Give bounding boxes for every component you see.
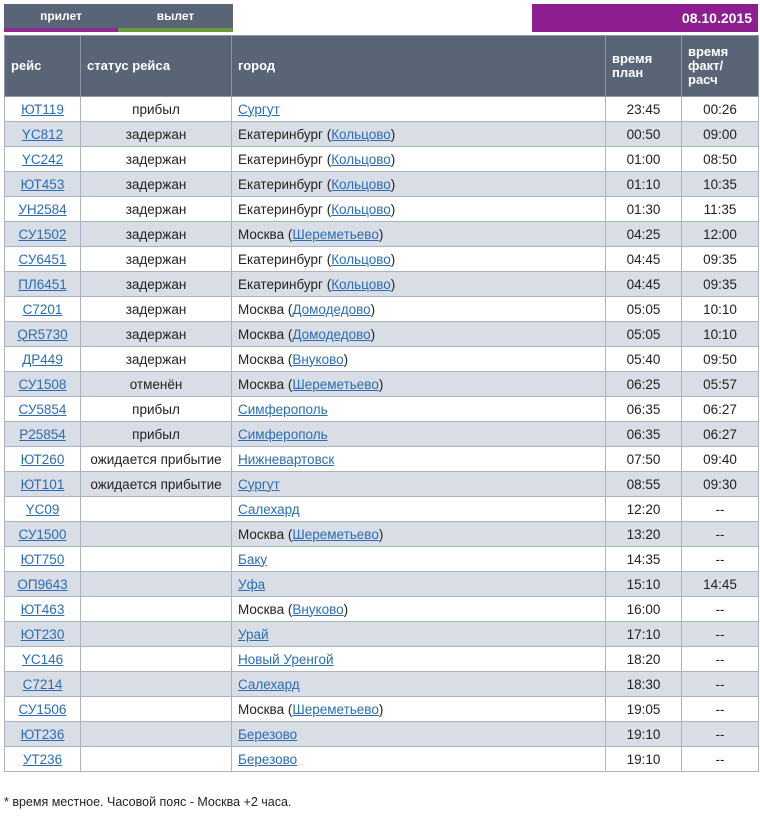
city-name: Москва: [238, 376, 285, 392]
table-row: [5, 622, 759, 647]
planned-time-cell: 05:05: [606, 322, 682, 347]
flight-cell: [5, 547, 81, 572]
actual-time-cell: 10:35: [682, 172, 759, 197]
table-header-row: [5, 36, 759, 97]
city-link[interactable]: Березово: [238, 751, 298, 767]
city-cell: [232, 397, 606, 422]
flight-number-link[interactable]: YC146: [21, 651, 64, 667]
status-cell: [81, 597, 232, 622]
status-cell: отменён: [81, 372, 232, 397]
flight-cell: [5, 222, 81, 247]
planned-time-cell: 06:35: [606, 422, 682, 447]
table-row: [5, 347, 759, 372]
flight-number-link[interactable]: СУ1506: [18, 701, 67, 717]
flight-cell: [5, 397, 81, 422]
table-row: [5, 297, 759, 322]
flight-cell: [5, 447, 81, 472]
flight-number-link[interactable]: Р25854: [19, 426, 66, 442]
city-link[interactable]: Салехард: [238, 501, 300, 517]
city-name: Екатеринбург: [238, 251, 323, 267]
flight-cell: [5, 197, 81, 222]
table-row: [5, 122, 759, 147]
table-row: [5, 672, 759, 697]
status-cell: [81, 647, 232, 672]
flight-number-link[interactable]: СУ1502: [18, 226, 67, 242]
actual-time-cell: 11:35: [682, 197, 759, 222]
planned-time-cell: 01:30: [606, 197, 682, 222]
planned-time-cell: 06:35: [606, 397, 682, 422]
city-cell: Екатеринбург (Кольцово): [232, 247, 606, 272]
actual-time-cell: 06:27: [682, 422, 759, 447]
flight-number-link[interactable]: ЮТ236: [20, 726, 65, 742]
city-name: Екатеринбург: [238, 126, 323, 142]
actual-time-cell: --: [682, 597, 759, 622]
planned-time-cell: 14:35: [606, 547, 682, 572]
flight-cell: [5, 372, 81, 397]
city-link[interactable]: Уфа: [238, 576, 266, 592]
airport-link[interactable]: Шереметьево: [292, 701, 379, 717]
city-cell: [232, 747, 606, 772]
planned-time-cell: 01:10: [606, 172, 682, 197]
city-name: Екатеринбург: [238, 201, 323, 217]
column-header-flight: рейс: [5, 36, 81, 97]
planned-time-cell: 05:40: [606, 347, 682, 372]
flight-direction-tabs: [4, 4, 233, 32]
city-cell: Москва (Шереметьево): [232, 697, 606, 722]
status-cell: [81, 672, 232, 697]
table-row: [5, 247, 759, 272]
city-cell: [232, 622, 606, 647]
airport-link[interactable]: Кольцово: [331, 276, 391, 292]
flight-number-link[interactable]: YC242: [21, 151, 64, 167]
flight-number-link[interactable]: ЮТ453: [20, 176, 65, 192]
flight-number-link[interactable]: С7214: [22, 676, 63, 692]
flight-cell: [5, 347, 81, 372]
flight-number-link[interactable]: ДР449: [22, 351, 63, 367]
flight-number-link[interactable]: ЮТ260: [20, 451, 65, 467]
flight-number-link[interactable]: СУ1508: [18, 376, 67, 392]
actual-time-cell: 10:10: [682, 322, 759, 347]
city-link[interactable]: Салехард: [238, 676, 300, 692]
table-row: [5, 697, 759, 722]
airport-link[interactable]: Шереметьево: [292, 226, 379, 242]
airport-link[interactable]: Домодедово: [292, 326, 371, 342]
city-name: Москва: [238, 701, 285, 717]
table-row: [5, 422, 759, 447]
flight-cell: [5, 97, 81, 122]
actual-time-cell: 12:00: [682, 222, 759, 247]
status-cell: задержан: [81, 347, 232, 372]
city-name: Москва: [238, 226, 285, 242]
table-row: [5, 447, 759, 472]
actual-time-cell: 09:30: [682, 472, 759, 497]
city-cell: Москва (Шереметьево): [232, 372, 606, 397]
planned-time-cell: 13:20: [606, 522, 682, 547]
flight-cell: [5, 697, 81, 722]
table-body: [5, 97, 759, 772]
flight-cell: [5, 572, 81, 597]
flight-number-link[interactable]: СУ1500: [18, 526, 67, 542]
table-row: [5, 497, 759, 522]
flight-number-link[interactable]: ЮТ463: [20, 601, 65, 617]
city-cell: Москва (Домодедово): [232, 322, 606, 347]
flight-number-link[interactable]: СУ6451: [18, 251, 67, 267]
status-cell: ожидается прибытие: [81, 472, 232, 497]
flight-number-link[interactable]: QR5730: [17, 326, 68, 342]
actual-time-cell: 10:10: [682, 297, 759, 322]
table-row: [5, 522, 759, 547]
status-cell: задержан: [81, 297, 232, 322]
table-row: [5, 147, 759, 172]
city-cell: [232, 647, 606, 672]
city-cell: Москва (Домодедово): [232, 297, 606, 322]
airport-link[interactable]: Кольцово: [331, 151, 391, 167]
actual-time-cell: --: [682, 697, 759, 722]
status-cell: задержан: [81, 197, 232, 222]
city-link[interactable]: Урай: [238, 626, 269, 642]
table-row: [5, 722, 759, 747]
status-cell: [81, 522, 232, 547]
actual-time-cell: --: [682, 747, 759, 772]
table-row: [5, 272, 759, 297]
city-link[interactable]: Баку: [238, 551, 268, 567]
planned-time-cell: 04:45: [606, 272, 682, 297]
actual-time-cell: 05:57: [682, 372, 759, 397]
date-label: 08.10.2015: [681, 10, 752, 26]
city-name: Екатеринбург: [238, 176, 323, 192]
airport-link[interactable]: Шереметьево: [292, 376, 379, 392]
actual-time-cell: 09:50: [682, 347, 759, 372]
planned-time-cell: 07:50: [606, 447, 682, 472]
table-row: [5, 597, 759, 622]
city-link[interactable]: Симферополь: [238, 426, 328, 442]
flight-cell: [5, 472, 81, 497]
planned-time-cell: 15:10: [606, 572, 682, 597]
flight-cell: [5, 322, 81, 347]
status-cell: [81, 747, 232, 772]
city-link[interactable]: Новый Уренгой: [238, 651, 334, 667]
city-cell: [232, 572, 606, 597]
city-cell: Екатеринбург (Кольцово): [232, 172, 606, 197]
flight-number-link[interactable]: С7201: [22, 301, 63, 317]
tab-departure[interactable]: вылет: [118, 4, 233, 32]
flight-cell: [5, 747, 81, 772]
flight-cell: [5, 247, 81, 272]
table-row: [5, 747, 759, 772]
status-cell: [81, 622, 232, 647]
city-cell: [232, 472, 606, 497]
flight-number-link[interactable]: УН2584: [18, 201, 67, 217]
planned-time-cell: 23:45: [606, 97, 682, 122]
airport-link[interactable]: Внуково: [292, 601, 344, 617]
status-cell: [81, 547, 232, 572]
city-name: Москва: [238, 301, 285, 317]
status-cell: задержан: [81, 147, 232, 172]
flight-cell: [5, 622, 81, 647]
planned-time-cell: 19:10: [606, 722, 682, 747]
flight-number-link[interactable]: ЮТ230: [20, 626, 65, 642]
status-cell: [81, 697, 232, 722]
table-row: [5, 547, 759, 572]
actual-time-cell: 06:27: [682, 397, 759, 422]
airport-link[interactable]: Кольцово: [331, 201, 391, 217]
actual-time-cell: 08:50: [682, 147, 759, 172]
airport-link[interactable]: Кольцово: [331, 251, 391, 267]
table-row: [5, 172, 759, 197]
planned-time-cell: 17:10: [606, 622, 682, 647]
city-link[interactable]: Сургут: [238, 101, 280, 117]
city-cell: Москва (Шереметьево): [232, 222, 606, 247]
actual-time-cell: --: [682, 722, 759, 747]
city-link[interactable]: Нижневартовск: [238, 451, 335, 467]
city-cell: Екатеринбург (Кольцово): [232, 147, 606, 172]
actual-time-cell: --: [682, 672, 759, 697]
timezone-footnote: * время местное. Часовой пояс - Москва +2 часа.: [4, 795, 292, 809]
flight-cell: [5, 422, 81, 447]
flight-cell: [5, 647, 81, 672]
airport-link[interactable]: Внуково: [292, 351, 344, 367]
flight-number-link[interactable]: ЮТ101: [20, 476, 65, 492]
status-cell: [81, 722, 232, 747]
airport-link[interactable]: Кольцово: [331, 176, 391, 192]
flight-cell: [5, 122, 81, 147]
status-cell: прибыл: [81, 97, 232, 122]
flight-cell: [5, 172, 81, 197]
status-cell: [81, 497, 232, 522]
flight-cell: [5, 522, 81, 547]
table-row: [5, 322, 759, 347]
city-cell: [232, 497, 606, 522]
status-cell: ожидается прибытие: [81, 447, 232, 472]
table-row: [5, 222, 759, 247]
flight-cell: [5, 722, 81, 747]
actual-time-cell: --: [682, 522, 759, 547]
planned-time-cell: 08:55: [606, 472, 682, 497]
planned-time-cell: 01:00: [606, 147, 682, 172]
status-cell: задержан: [81, 172, 232, 197]
column-header-status: статус рейса: [81, 36, 232, 97]
planned-time-cell: 19:10: [606, 747, 682, 772]
flight-cell: [5, 497, 81, 522]
actual-time-cell: 09:35: [682, 272, 759, 297]
table-row: [5, 372, 759, 397]
flight-number-link[interactable]: YC09: [25, 501, 60, 517]
status-cell: прибыл: [81, 422, 232, 447]
city-cell: [232, 447, 606, 472]
actual-time-cell: 09:00: [682, 122, 759, 147]
flight-cell: [5, 272, 81, 297]
planned-time-cell: 18:20: [606, 647, 682, 672]
planned-time-cell: 12:20: [606, 497, 682, 522]
city-name: Екатеринбург: [238, 151, 323, 167]
actual-time-cell: --: [682, 647, 759, 672]
planned-time-cell: 00:50: [606, 122, 682, 147]
status-cell: задержан: [81, 322, 232, 347]
airport-link[interactable]: Шереметьево: [292, 526, 379, 542]
city-cell: Екатеринбург (Кольцово): [232, 122, 606, 147]
city-cell: Москва (Внуково): [232, 597, 606, 622]
city-name: Екатеринбург: [238, 276, 323, 292]
status-cell: задержан: [81, 222, 232, 247]
flight-cell: [5, 147, 81, 172]
airport-link[interactable]: Кольцово: [331, 126, 391, 142]
city-cell: Екатеринбург (Кольцово): [232, 197, 606, 222]
status-cell: [81, 572, 232, 597]
date-display: [532, 4, 758, 32]
city-cell: [232, 722, 606, 747]
flight-cell: [5, 672, 81, 697]
city-cell: Москва (Шереметьево): [232, 522, 606, 547]
table-row: [5, 472, 759, 497]
planned-time-cell: 19:05: [606, 697, 682, 722]
flight-number-link[interactable]: ЮТ119: [21, 101, 64, 117]
flight-number-link[interactable]: УТ236: [22, 751, 63, 767]
city-cell: Екатеринбург (Кольцово): [232, 272, 606, 297]
arrivals-table: [4, 35, 759, 772]
actual-time-cell: --: [682, 547, 759, 572]
flight-number-link[interactable]: ПЛ6451: [18, 276, 67, 292]
table-row: [5, 572, 759, 597]
column-header-city: город: [232, 36, 606, 97]
actual-time-cell: --: [682, 497, 759, 522]
flight-number-link[interactable]: ОП9643: [17, 576, 68, 592]
planned-time-cell: 05:05: [606, 297, 682, 322]
actual-time-cell: 09:40: [682, 447, 759, 472]
actual-time-cell: 14:45: [682, 572, 759, 597]
table-row: [5, 97, 759, 122]
status-cell: задержан: [81, 247, 232, 272]
actual-time-cell: 09:35: [682, 247, 759, 272]
city-name: Москва: [238, 326, 285, 342]
flight-cell: [5, 597, 81, 622]
status-cell: задержан: [81, 122, 232, 147]
planned-time-cell: 18:30: [606, 672, 682, 697]
column-header-planned: время план: [606, 36, 682, 97]
planned-time-cell: 04:45: [606, 247, 682, 272]
flight-number-link[interactable]: СУ5854: [18, 401, 67, 417]
planned-time-cell: 04:25: [606, 222, 682, 247]
flight-cell: [5, 297, 81, 322]
planned-time-cell: 06:25: [606, 372, 682, 397]
table-row: [5, 397, 759, 422]
actual-time-cell: --: [682, 622, 759, 647]
flight-number-link[interactable]: YC812: [21, 126, 64, 142]
city-cell: [232, 422, 606, 447]
city-name: Москва: [238, 601, 285, 617]
table-row: [5, 197, 759, 222]
city-link[interactable]: Березово: [238, 726, 298, 742]
table-row: [5, 647, 759, 672]
status-cell: прибыл: [81, 397, 232, 422]
city-cell: Москва (Внуково): [232, 347, 606, 372]
airport-link[interactable]: Домодедово: [292, 301, 371, 317]
actual-time-cell: 00:26: [682, 97, 759, 122]
city-name: Москва: [238, 351, 285, 367]
flight-number-link[interactable]: ЮТ750: [20, 551, 65, 567]
tab-arrival[interactable]: прилет: [4, 4, 118, 32]
city-link[interactable]: Симферополь: [238, 401, 328, 417]
planned-time-cell: 16:00: [606, 597, 682, 622]
city-cell: [232, 547, 606, 572]
city-cell: [232, 97, 606, 122]
city-name: Москва: [238, 526, 285, 542]
status-cell: задержан: [81, 272, 232, 297]
city-cell: [232, 672, 606, 697]
column-header-actual: время факт/ расч: [682, 36, 759, 97]
city-link[interactable]: Сургут: [238, 476, 280, 492]
